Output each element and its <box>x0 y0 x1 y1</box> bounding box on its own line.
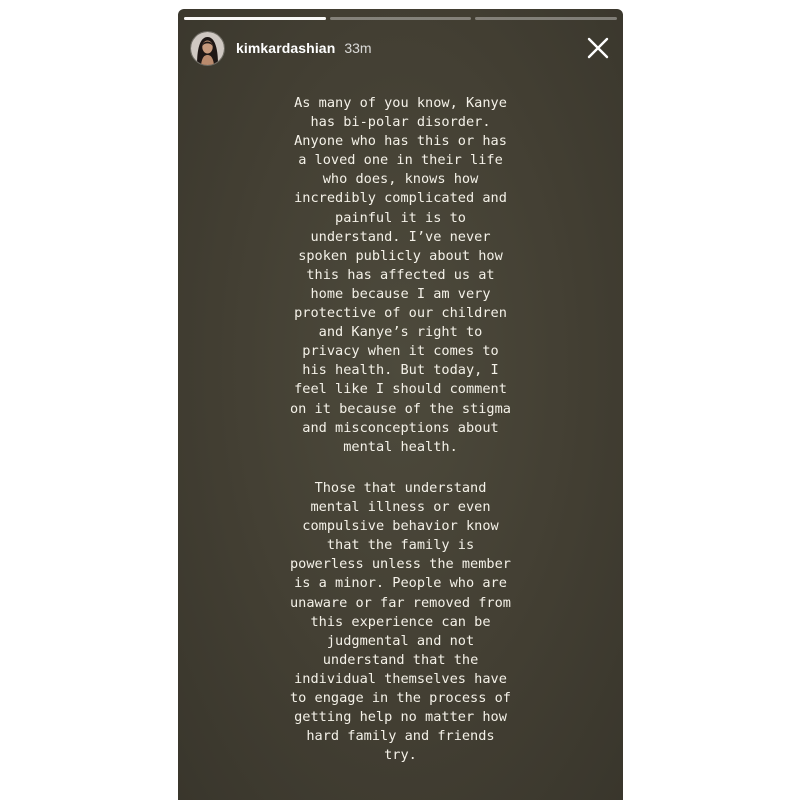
avatar[interactable] <box>190 31 225 66</box>
story-text-line: to engage in the process of <box>290 690 511 707</box>
story-text-line: that the family is <box>326 537 475 554</box>
close-icon <box>585 35 611 61</box>
progress-segment <box>330 17 472 20</box>
story-text-line: home because I am very <box>310 285 491 302</box>
story-text-line: this experience can be <box>310 613 491 630</box>
story-text-line: and Kanye’s right to <box>318 324 483 341</box>
story-text-line: is a minor. People who are <box>294 575 507 592</box>
progress-fill <box>184 17 326 20</box>
story-text-line: privacy when it comes to <box>302 343 499 360</box>
story-viewer[interactable] <box>178 9 623 800</box>
progress-segment <box>184 17 326 20</box>
story-text-line: protective of our children <box>294 305 507 322</box>
story-text-line: a loved one in their life <box>298 152 503 169</box>
story-text-line: Those that understand <box>314 480 487 496</box>
story-text-line: on it because of the stigma <box>290 400 511 417</box>
story-text-line: feel like I should comment <box>294 381 507 398</box>
story-text-line: spoken publicly about how <box>298 247 503 264</box>
story-progress-bar <box>184 17 617 20</box>
story-text-line: judgmental and not <box>326 632 475 649</box>
story-text-line: powerless unless the member <box>290 556 511 573</box>
story-text-line: compulsive behavior know <box>302 518 499 535</box>
post-time: 33m <box>344 40 372 56</box>
story-text-line: understand that the <box>322 651 479 668</box>
story-text-paragraph-1 <box>178 94 623 457</box>
story-text-line: individual themselves have <box>294 670 507 687</box>
close-button[interactable] <box>585 35 611 61</box>
story-text-line: has bi-polar disorder. <box>310 114 491 131</box>
story-text-line: getting help no matter how <box>294 709 507 726</box>
story-text-line: this has affected us at <box>306 266 495 283</box>
story-text-line: Anyone who has this or has <box>294 133 507 150</box>
story-text-line: understand. I’ve never <box>310 228 491 245</box>
story-text-line: who does, knows how <box>322 171 479 188</box>
story-text-line: his health. But today, I <box>302 362 499 379</box>
story-header <box>190 28 611 68</box>
username[interactable]: kimkardashian <box>236 40 336 56</box>
story-text-line: mental health. <box>343 438 458 455</box>
story-text-line: As many of you know, Kanye <box>294 95 507 111</box>
story-text-paragraph-2 <box>178 479 623 765</box>
story-text-line: incredibly complicated and <box>294 190 507 207</box>
profile-photo-icon <box>191 32 224 65</box>
story-text-line: try. <box>384 747 417 764</box>
story-text-line: unaware or far removed from <box>290 594 511 611</box>
story-text-line: and misconceptions about <box>302 419 499 436</box>
story-text-line: hard family and friends <box>306 728 495 745</box>
story-text-line: painful it is to <box>335 209 466 226</box>
story-text-line: mental illness or even <box>310 499 491 516</box>
progress-segment <box>475 17 617 20</box>
